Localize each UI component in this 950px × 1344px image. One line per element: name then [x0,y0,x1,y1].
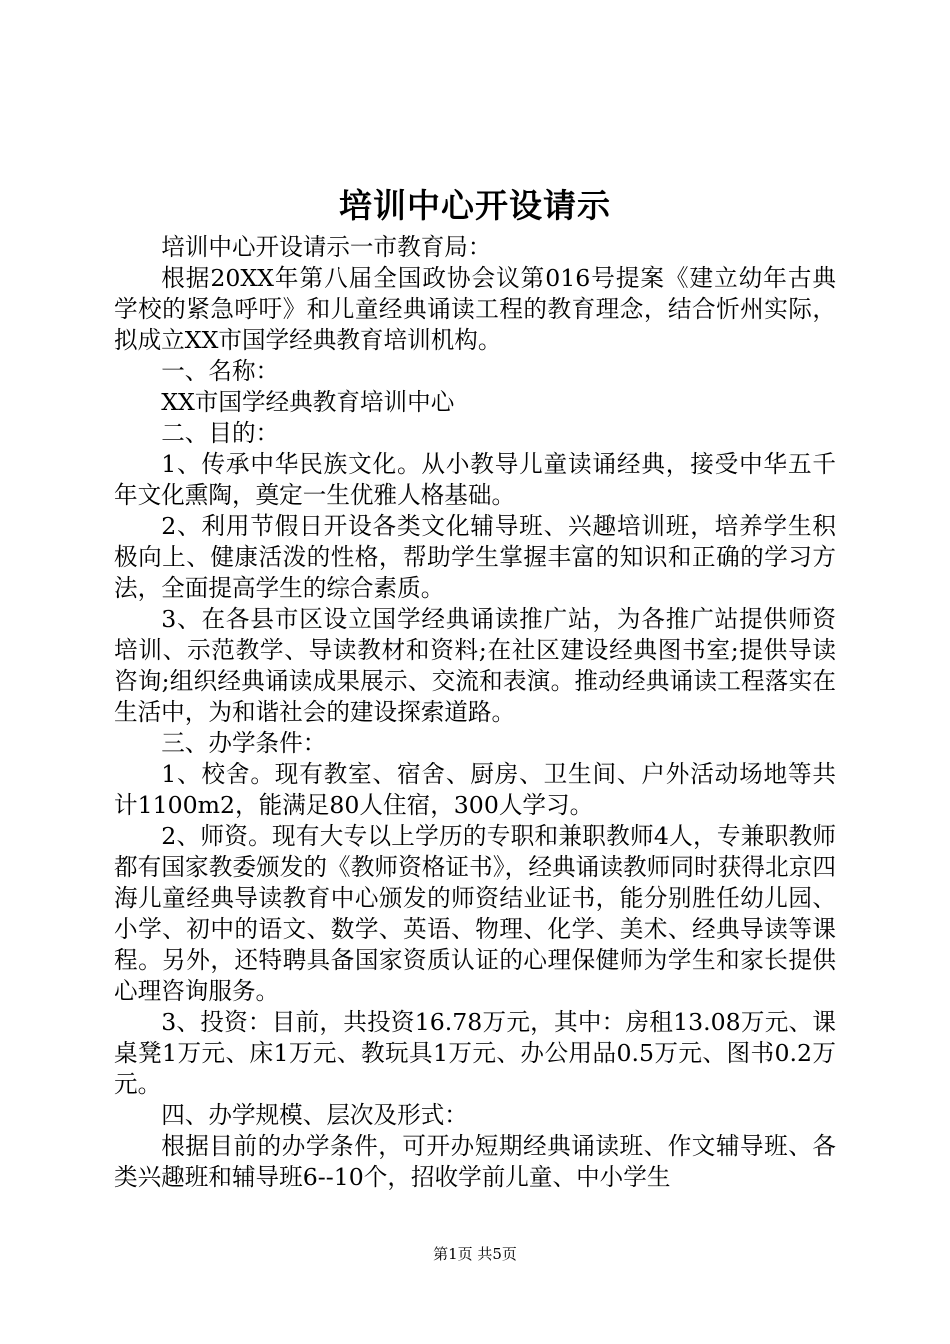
paragraph-conditions-1: 1、校舍。现有教室、宿舍、厨房、卫生间、户外活动场地等共计1100m2，能满足80人住宿，300人学习。 [114,760,836,819]
paragraph-name: XX市国学经典教育培训中心 [161,388,455,416]
document-body [114,232,836,1193]
section-heading-scale: 四、办学规模、层次及形式： [161,1101,468,1129]
page-number-footer: 第1页 共5页 [433,1245,517,1263]
section-heading-conditions: 三、办学条件： [161,729,327,757]
paragraph-conditions-2: 2、师资。现有大专以上学历的专职和兼职教师4人，专兼职教师都有国家教委颁发的《教师资格证书》，经典诵读教师同时获得北京四海儿童经典导读教育中心颁发的师资结业证书，能分别胜任幼儿园、小学、初中的语文、数学、英语、物理、化学、美术、经典导读等课程。另外，还特聘具备国家资质认证的心理保健师为学生和家长提供心理咨询服务。 [114,822,836,1005]
section-heading-purpose: 二、目的： [161,419,280,447]
document-title: 培训中心开设请示 [339,186,611,225]
paragraph-purpose-1: 1、传承中华民族文化。从小教导儿童读诵经典，接受中华五千年文化熏陶，奠定一生优雅人格基础。 [114,450,836,509]
paragraph-purpose-2: 2、利用节假日开设各类文化辅导班、兴趣培训班，培养学生积极向上、健康活泼的性格，帮助学生掌握丰富的知识和正确的学习方法，全面提高学生的综合素质。 [114,512,836,602]
paragraph-purpose-3: 3、在各县市区设立国学经典诵读推广站，为各推广站提供师资培训、示范教学、导读教材和资料;在社区建设经典图书室;提供导读咨询;组织经典诵读成果展示、交流和表演。推动经典诵读工程落实在生活中，为和谐社会的建设探索道路。 [114,605,836,726]
paragraph-scale: 根据目前的办学条件，可开办短期经典诵读班、作文辅导班、各类兴趣班和辅导班6--10个，招收学前儿童、中小学生 [114,1132,836,1191]
section-heading-name: 一、名称： [161,357,280,385]
paragraph-intro: 根据20XX年第八届全国政协会议第016号提案《建立幼年古典学校的紧急呼吁》和儿童经典诵读工程的教育理念，结合忻州实际，拟成立XX市国学经典教育培训机构。 [114,264,836,354]
paragraph-salutation: 培训中心开设请示一市教育局： [161,233,492,261]
paragraph-conditions-3: 3、投资：目前，共投资16.78万元，其中：房租13.08万元、课桌凳1万元、床1万元、教玩具1万元、办公用品0.5万元、图书0.2万元。 [114,1008,836,1098]
